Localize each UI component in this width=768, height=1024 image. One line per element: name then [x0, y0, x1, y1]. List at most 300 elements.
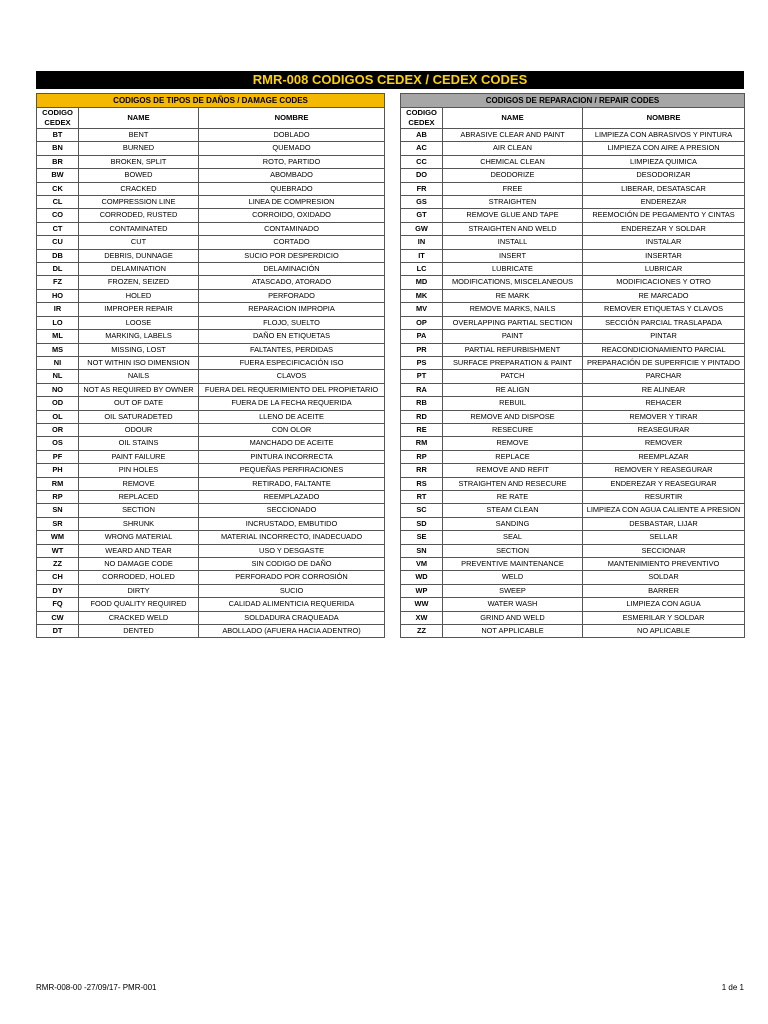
- nombre-cell: SIN CODIGO DE DAÑO: [199, 558, 385, 571]
- name-cell: CONTAMINATED: [79, 222, 199, 235]
- table-row: [401, 517, 745, 530]
- table-row: [401, 410, 745, 423]
- nombre-cell: DAÑO EN ETIQUETAS: [199, 330, 385, 343]
- name-cell: ODOUR: [79, 423, 199, 436]
- nombre-cell: REEMPLAZADO: [199, 490, 385, 503]
- nombre-cell: LUBRICAR: [583, 263, 745, 276]
- table-row: [401, 397, 745, 410]
- name-cell: MODIFICATIONS, MISCELANEOUS: [443, 276, 583, 289]
- name-cell: PATCH: [443, 370, 583, 383]
- name-cell: RE RATE: [443, 490, 583, 503]
- nombre-cell: PEQUEÑAS PERFIRACIONES: [199, 464, 385, 477]
- name-cell: WELD: [443, 571, 583, 584]
- table-row: [37, 209, 385, 222]
- table-row: [37, 571, 385, 584]
- damage-banner: CODIGOS DE TIPOS DE DAÑOS / DAMAGE CODES: [37, 94, 385, 108]
- code-cell: WT: [37, 544, 79, 557]
- code-cell: MS: [37, 343, 79, 356]
- code-cell: ML: [37, 330, 79, 343]
- code-cell: FZ: [37, 276, 79, 289]
- nombre-cell: LIMPIEZA QUIMICA: [583, 155, 745, 168]
- table-row: [37, 598, 385, 611]
- nombre-cell: REEMOCIÓN DE PEGAMENTO Y CINTAS: [583, 209, 745, 222]
- nombre-cell: LIMPIEZA CON ABRASIVOS Y PINTURA: [583, 129, 745, 142]
- table-row: [401, 316, 745, 329]
- name-cell: WRONG MATERIAL: [79, 531, 199, 544]
- repair-codes-table: [400, 93, 745, 638]
- table-row: [401, 196, 745, 209]
- nombre-cell: ENDEREZAR Y REASEGURAR: [583, 477, 745, 490]
- name-cell: STRAIGHTEN: [443, 196, 583, 209]
- name-cell: PIN HOLES: [79, 464, 199, 477]
- table-row: [401, 611, 745, 624]
- footer-page-number: 1 de 1: [721, 983, 744, 992]
- nombre-cell: RESURTIR: [583, 490, 745, 503]
- name-cell: DELAMINATION: [79, 263, 199, 276]
- nombre-cell: MODIFICACIONES Y OTRO: [583, 276, 745, 289]
- name-cell: REPLACE: [443, 450, 583, 463]
- table-row: [401, 625, 745, 638]
- code-cell: LC: [401, 263, 443, 276]
- table-row: [37, 625, 385, 638]
- repair-nombre-header: NOMBRE: [583, 108, 745, 129]
- code-cell: CU: [37, 236, 79, 249]
- code-cell: SD: [401, 517, 443, 530]
- table-row: [37, 544, 385, 557]
- name-cell: NOT APPLICABLE: [443, 625, 583, 638]
- name-cell: IMPROPER REPAIR: [79, 303, 199, 316]
- table-row: [37, 182, 385, 195]
- nombre-cell: REACONDICIONAMIENTO PARCIAL: [583, 343, 745, 356]
- code-cell: ZZ: [401, 625, 443, 638]
- code-cell: RS: [401, 477, 443, 490]
- name-cell: BOWED: [79, 169, 199, 182]
- table-row: [401, 370, 745, 383]
- nombre-cell: PARCHAR: [583, 370, 745, 383]
- table-row: [37, 410, 385, 423]
- name-cell: PARTIAL REFURBISHMENT: [443, 343, 583, 356]
- damage-name-header: NAME: [79, 108, 199, 129]
- name-cell: HOLED: [79, 289, 199, 302]
- page-title: RMR-008 CODIGOS CEDEX / CEDEX CODES: [36, 71, 744, 89]
- nombre-cell: QUEBRADO: [199, 182, 385, 195]
- table-row: [37, 558, 385, 571]
- code-cell: PS: [401, 356, 443, 369]
- name-cell: STRAIGHTEN AND WELD: [443, 222, 583, 235]
- code-cell: RD: [401, 410, 443, 423]
- table-row: [37, 249, 385, 262]
- name-cell: DIRTY: [79, 584, 199, 597]
- table-row: [401, 169, 745, 182]
- nombre-cell: RE MARCADO: [583, 289, 745, 302]
- table-row: [401, 450, 745, 463]
- nombre-cell: SECCIONADO: [199, 504, 385, 517]
- nombre-cell: PREPARACIÓN DE SUPERFICIE Y PINTADO: [583, 356, 745, 369]
- name-cell: CORRODED, RUSTED: [79, 209, 199, 222]
- code-cell: XW: [401, 611, 443, 624]
- code-cell: HO: [37, 289, 79, 302]
- table-row: [37, 129, 385, 142]
- name-cell: CORRODED, HOLED: [79, 571, 199, 584]
- table-row: [37, 464, 385, 477]
- name-cell: INSERT: [443, 249, 583, 262]
- table-row: [401, 330, 745, 343]
- table-row: [401, 263, 745, 276]
- nombre-cell: PERFORADO: [199, 289, 385, 302]
- nombre-cell: DESODORIZAR: [583, 169, 745, 182]
- nombre-cell: USO Y DESGASTE: [199, 544, 385, 557]
- table-row: [37, 276, 385, 289]
- code-cell: BN: [37, 142, 79, 155]
- nombre-cell: REMOVER Y REASEGURAR: [583, 464, 745, 477]
- name-cell: OVERLAPPING PARTIAL SECTION: [443, 316, 583, 329]
- table-row: [401, 276, 745, 289]
- nombre-cell: LIMPIEZA CON AIRE A PRESION: [583, 142, 745, 155]
- table-row: [37, 343, 385, 356]
- nombre-cell: BARRER: [583, 584, 745, 597]
- nombre-cell: FUERA ESPECIFICACIÓN ISO: [199, 356, 385, 369]
- name-cell: MARKING, LABELS: [79, 330, 199, 343]
- nombre-cell: MATERIAL INCORRECTO, INADECUADO: [199, 531, 385, 544]
- table-row: [401, 236, 745, 249]
- nombre-cell: FLOJO, SUELTO: [199, 316, 385, 329]
- nombre-cell: CORROIDO, OXIDADO: [199, 209, 385, 222]
- name-cell: REMOVE: [443, 437, 583, 450]
- code-cell: ZZ: [37, 558, 79, 571]
- name-cell: SWEEP: [443, 584, 583, 597]
- name-cell: RESECURE: [443, 423, 583, 436]
- repair-banner: CODIGOS DE REPARACION / REPAIR CODES: [401, 94, 745, 108]
- table-row: [401, 544, 745, 557]
- nombre-cell: DESBASTAR, LIJAR: [583, 517, 745, 530]
- name-cell: ABRASIVE CLEAR AND PAINT: [443, 129, 583, 142]
- table-row: [401, 142, 745, 155]
- code-cell: AB: [401, 129, 443, 142]
- table-row: [37, 155, 385, 168]
- code-cell: NO: [37, 383, 79, 396]
- code-cell: VM: [401, 558, 443, 571]
- table-row: [37, 196, 385, 209]
- table-row: [401, 558, 745, 571]
- code-cell: IN: [401, 236, 443, 249]
- table-row: [401, 437, 745, 450]
- name-cell: SECTION: [79, 504, 199, 517]
- table-row: [37, 330, 385, 343]
- nombre-cell: ENDEREZAR Y SOLDAR: [583, 222, 745, 235]
- code-cell: RP: [37, 490, 79, 503]
- name-cell: OIL SATURADETED: [79, 410, 199, 423]
- nombre-cell: PINTURA INCORRECTA: [199, 450, 385, 463]
- nombre-cell: FUERA DEL REQUERIMIENTO DEL PROPIETARIO: [199, 383, 385, 396]
- code-cell: GW: [401, 222, 443, 235]
- nombre-cell: CALIDAD ALIMENTICIA REQUERIDA: [199, 598, 385, 611]
- code-cell: SN: [401, 544, 443, 557]
- name-cell: FOOD QUALITY REQUIRED: [79, 598, 199, 611]
- code-cell: DT: [37, 625, 79, 638]
- name-cell: COMPRESSION LINE: [79, 196, 199, 209]
- name-cell: PAINT FAILURE: [79, 450, 199, 463]
- code-cell: FQ: [37, 598, 79, 611]
- name-cell: REMOVE AND REFIT: [443, 464, 583, 477]
- nombre-cell: REMOVER Y TIRAR: [583, 410, 745, 423]
- nombre-cell: ABOLLADO (AFUERA HACIA ADENTRO): [199, 625, 385, 638]
- code-cell: PH: [37, 464, 79, 477]
- code-cell: CO: [37, 209, 79, 222]
- table-row: [37, 142, 385, 155]
- code-cell: BR: [37, 155, 79, 168]
- table-row: [37, 169, 385, 182]
- table-row: [401, 222, 745, 235]
- name-cell: SEAL: [443, 531, 583, 544]
- code-cell: PT: [401, 370, 443, 383]
- code-cell: MD: [401, 276, 443, 289]
- code-cell: NI: [37, 356, 79, 369]
- nombre-cell: REMOVER ETIQUETAS Y CLAVOS: [583, 303, 745, 316]
- table-row: [37, 289, 385, 302]
- code-cell: DO: [401, 169, 443, 182]
- table-row: [37, 356, 385, 369]
- name-cell: BENT: [79, 129, 199, 142]
- nombre-cell: CLAVOS: [199, 370, 385, 383]
- nombre-cell: LIMPIEZA CON AGUA CALIENTE A PRESION: [583, 504, 745, 517]
- code-cell: GT: [401, 209, 443, 222]
- nombre-cell: MANCHADO DE ACEITE: [199, 437, 385, 450]
- nombre-cell: RE ALINEAR: [583, 383, 745, 396]
- code-cell: LO: [37, 316, 79, 329]
- nombre-cell: DOBLADO: [199, 129, 385, 142]
- code-cell: RM: [37, 477, 79, 490]
- nombre-cell: ATASCADO, ATORADO: [199, 276, 385, 289]
- nombre-cell: ESMERILAR Y SOLDAR: [583, 611, 745, 624]
- table-row: [37, 303, 385, 316]
- nombre-cell: INSTALAR: [583, 236, 745, 249]
- table-row: [401, 182, 745, 195]
- name-cell: RE MARK: [443, 289, 583, 302]
- name-cell: CRACKED WELD: [79, 611, 199, 624]
- code-cell: OL: [37, 410, 79, 423]
- name-cell: WATER WASH: [443, 598, 583, 611]
- name-cell: DENTED: [79, 625, 199, 638]
- name-cell: SURFACE PREPARATION & PAINT: [443, 356, 583, 369]
- table-row: [37, 423, 385, 436]
- code-cell: CT: [37, 222, 79, 235]
- nombre-cell: DELAMINACIÓN: [199, 263, 385, 276]
- name-cell: BURNED: [79, 142, 199, 155]
- table-row: [37, 517, 385, 530]
- table-row: [401, 490, 745, 503]
- nombre-cell: CONTAMINADO: [199, 222, 385, 235]
- repair-name-header: NAME: [443, 108, 583, 129]
- name-cell: OIL STAINS: [79, 437, 199, 450]
- name-cell: STEAM CLEAN: [443, 504, 583, 517]
- table-row: [401, 249, 745, 262]
- table-row: [37, 437, 385, 450]
- code-cell: RE: [401, 423, 443, 436]
- code-cell: AC: [401, 142, 443, 155]
- nombre-cell: REHACER: [583, 397, 745, 410]
- name-cell: OUT OF DATE: [79, 397, 199, 410]
- nombre-cell: REMOVER: [583, 437, 745, 450]
- nombre-cell: LINEA DE COMPRESION: [199, 196, 385, 209]
- code-cell: CH: [37, 571, 79, 584]
- nombre-cell: LIBERAR, DESATASCAR: [583, 182, 745, 195]
- nombre-cell: CORTADO: [199, 236, 385, 249]
- name-cell: REPLACED: [79, 490, 199, 503]
- table-row: [401, 584, 745, 597]
- name-cell: NAILS: [79, 370, 199, 383]
- code-cell: SC: [401, 504, 443, 517]
- nombre-cell: CON OLOR: [199, 423, 385, 436]
- name-cell: DEBRIS, DUNNAGE: [79, 249, 199, 262]
- table-row: [401, 464, 745, 477]
- code-cell: WD: [401, 571, 443, 584]
- damage-codes-table: [36, 93, 385, 638]
- name-cell: SANDING: [443, 517, 583, 530]
- name-cell: PAINT: [443, 330, 583, 343]
- code-cell: WM: [37, 531, 79, 544]
- name-cell: LOOSE: [79, 316, 199, 329]
- table-row: [37, 263, 385, 276]
- table-row: [401, 356, 745, 369]
- repair-code-header: CODIGO CEDEX: [401, 108, 443, 129]
- nombre-cell: ROTO, PARTIDO: [199, 155, 385, 168]
- table-row: [401, 383, 745, 396]
- nombre-cell: ENDEREZAR: [583, 196, 745, 209]
- code-cell: DB: [37, 249, 79, 262]
- table-row: [401, 303, 745, 316]
- code-cell: FR: [401, 182, 443, 195]
- name-cell: STRAIGHTEN AND RESECURE: [443, 477, 583, 490]
- name-cell: SECTION: [443, 544, 583, 557]
- name-cell: AIR CLEAN: [443, 142, 583, 155]
- code-cell: RB: [401, 397, 443, 410]
- code-cell: BW: [37, 169, 79, 182]
- damage-nombre-header: NOMBRE: [199, 108, 385, 129]
- code-cell: SN: [37, 504, 79, 517]
- table-row: [37, 584, 385, 597]
- name-cell: REMOVE: [79, 477, 199, 490]
- code-cell: IT: [401, 249, 443, 262]
- code-cell: OS: [37, 437, 79, 450]
- name-cell: NOT WITHIN ISO DIMENSION: [79, 356, 199, 369]
- code-cell: RR: [401, 464, 443, 477]
- table-row: [37, 504, 385, 517]
- nombre-cell: ABOMBADO: [199, 169, 385, 182]
- damage-code-header: CODIGO CEDEX: [37, 108, 79, 129]
- name-cell: INSTALL: [443, 236, 583, 249]
- table-row: [37, 397, 385, 410]
- code-cell: WW: [401, 598, 443, 611]
- table-row: [401, 598, 745, 611]
- code-cell: OP: [401, 316, 443, 329]
- code-cell: GS: [401, 196, 443, 209]
- nombre-cell: SUCIO POR DESPERDICIO: [199, 249, 385, 262]
- code-cell: RP: [401, 450, 443, 463]
- nombre-cell: SECCIÓN PARCIAL TRASLAPADA: [583, 316, 745, 329]
- name-cell: FREE: [443, 182, 583, 195]
- code-cell: NL: [37, 370, 79, 383]
- nombre-cell: INCRUSTADO, EMBUTIDO: [199, 517, 385, 530]
- code-cell: CK: [37, 182, 79, 195]
- name-cell: WEARD AND TEAR: [79, 544, 199, 557]
- code-cell: PF: [37, 450, 79, 463]
- table-row: [37, 611, 385, 624]
- name-cell: REMOVE GLUE AND TAPE: [443, 209, 583, 222]
- name-cell: GRIND AND WELD: [443, 611, 583, 624]
- nombre-cell: SECCIONAR: [583, 544, 745, 557]
- table-row: [401, 129, 745, 142]
- table-row: [401, 531, 745, 544]
- name-cell: REBUIL: [443, 397, 583, 410]
- table-row: [37, 450, 385, 463]
- table-row: [401, 209, 745, 222]
- name-cell: SHRUNK: [79, 517, 199, 530]
- code-cell: WP: [401, 584, 443, 597]
- code-cell: BT: [37, 129, 79, 142]
- code-cell: SE: [401, 531, 443, 544]
- code-cell: MV: [401, 303, 443, 316]
- name-cell: RE ALIGN: [443, 383, 583, 396]
- code-cell: CW: [37, 611, 79, 624]
- code-cell: PA: [401, 330, 443, 343]
- name-cell: CUT: [79, 236, 199, 249]
- name-cell: NOT AS REQUIRED BY OWNER: [79, 383, 199, 396]
- name-cell: DEODORIZE: [443, 169, 583, 182]
- name-cell: PREVENTIVE MAINTENANCE: [443, 558, 583, 571]
- name-cell: REMOVE AND DISPOSE: [443, 410, 583, 423]
- table-row: [401, 571, 745, 584]
- nombre-cell: LLENO DE ACEITE: [199, 410, 385, 423]
- code-cell: SR: [37, 517, 79, 530]
- table-row: [37, 316, 385, 329]
- table-row: [37, 383, 385, 396]
- table-row: [37, 531, 385, 544]
- table-row: [37, 490, 385, 503]
- table-row: [37, 477, 385, 490]
- name-cell: FROZEN, SEIZED: [79, 276, 199, 289]
- table-row: [37, 236, 385, 249]
- code-cell: MK: [401, 289, 443, 302]
- footer-document-code: RMR-008-00 -27/09/17- PMR-001: [36, 983, 157, 992]
- table-row: [401, 343, 745, 356]
- table-row: [401, 423, 745, 436]
- code-cell: CC: [401, 155, 443, 168]
- code-cell: RT: [401, 490, 443, 503]
- code-cell: DL: [37, 263, 79, 276]
- nombre-cell: REASEGURAR: [583, 423, 745, 436]
- name-cell: MISSING, LOST: [79, 343, 199, 356]
- name-cell: CHEMICAL CLEAN: [443, 155, 583, 168]
- table-row: [37, 222, 385, 235]
- nombre-cell: FUERA DE LA FECHA REQUERIDA: [199, 397, 385, 410]
- nombre-cell: SELLAR: [583, 531, 745, 544]
- code-cell: RA: [401, 383, 443, 396]
- code-cell: CL: [37, 196, 79, 209]
- nombre-cell: REPARACION IMPROPIA: [199, 303, 385, 316]
- name-cell: CRACKED: [79, 182, 199, 195]
- nombre-cell: PERFORADO POR CORROSIÓN: [199, 571, 385, 584]
- nombre-cell: SUCIO: [199, 584, 385, 597]
- table-row: [401, 289, 745, 302]
- code-cell: RM: [401, 437, 443, 450]
- code-cell: OD: [37, 397, 79, 410]
- name-cell: NO DAMAGE CODE: [79, 558, 199, 571]
- nombre-cell: REEMPLAZAR: [583, 450, 745, 463]
- nombre-cell: LIMPIEZA CON AGUA: [583, 598, 745, 611]
- nombre-cell: SOLDAR: [583, 571, 745, 584]
- nombre-cell: MANTENIMIENTO PREVENTIVO: [583, 558, 745, 571]
- nombre-cell: INSERTAR: [583, 249, 745, 262]
